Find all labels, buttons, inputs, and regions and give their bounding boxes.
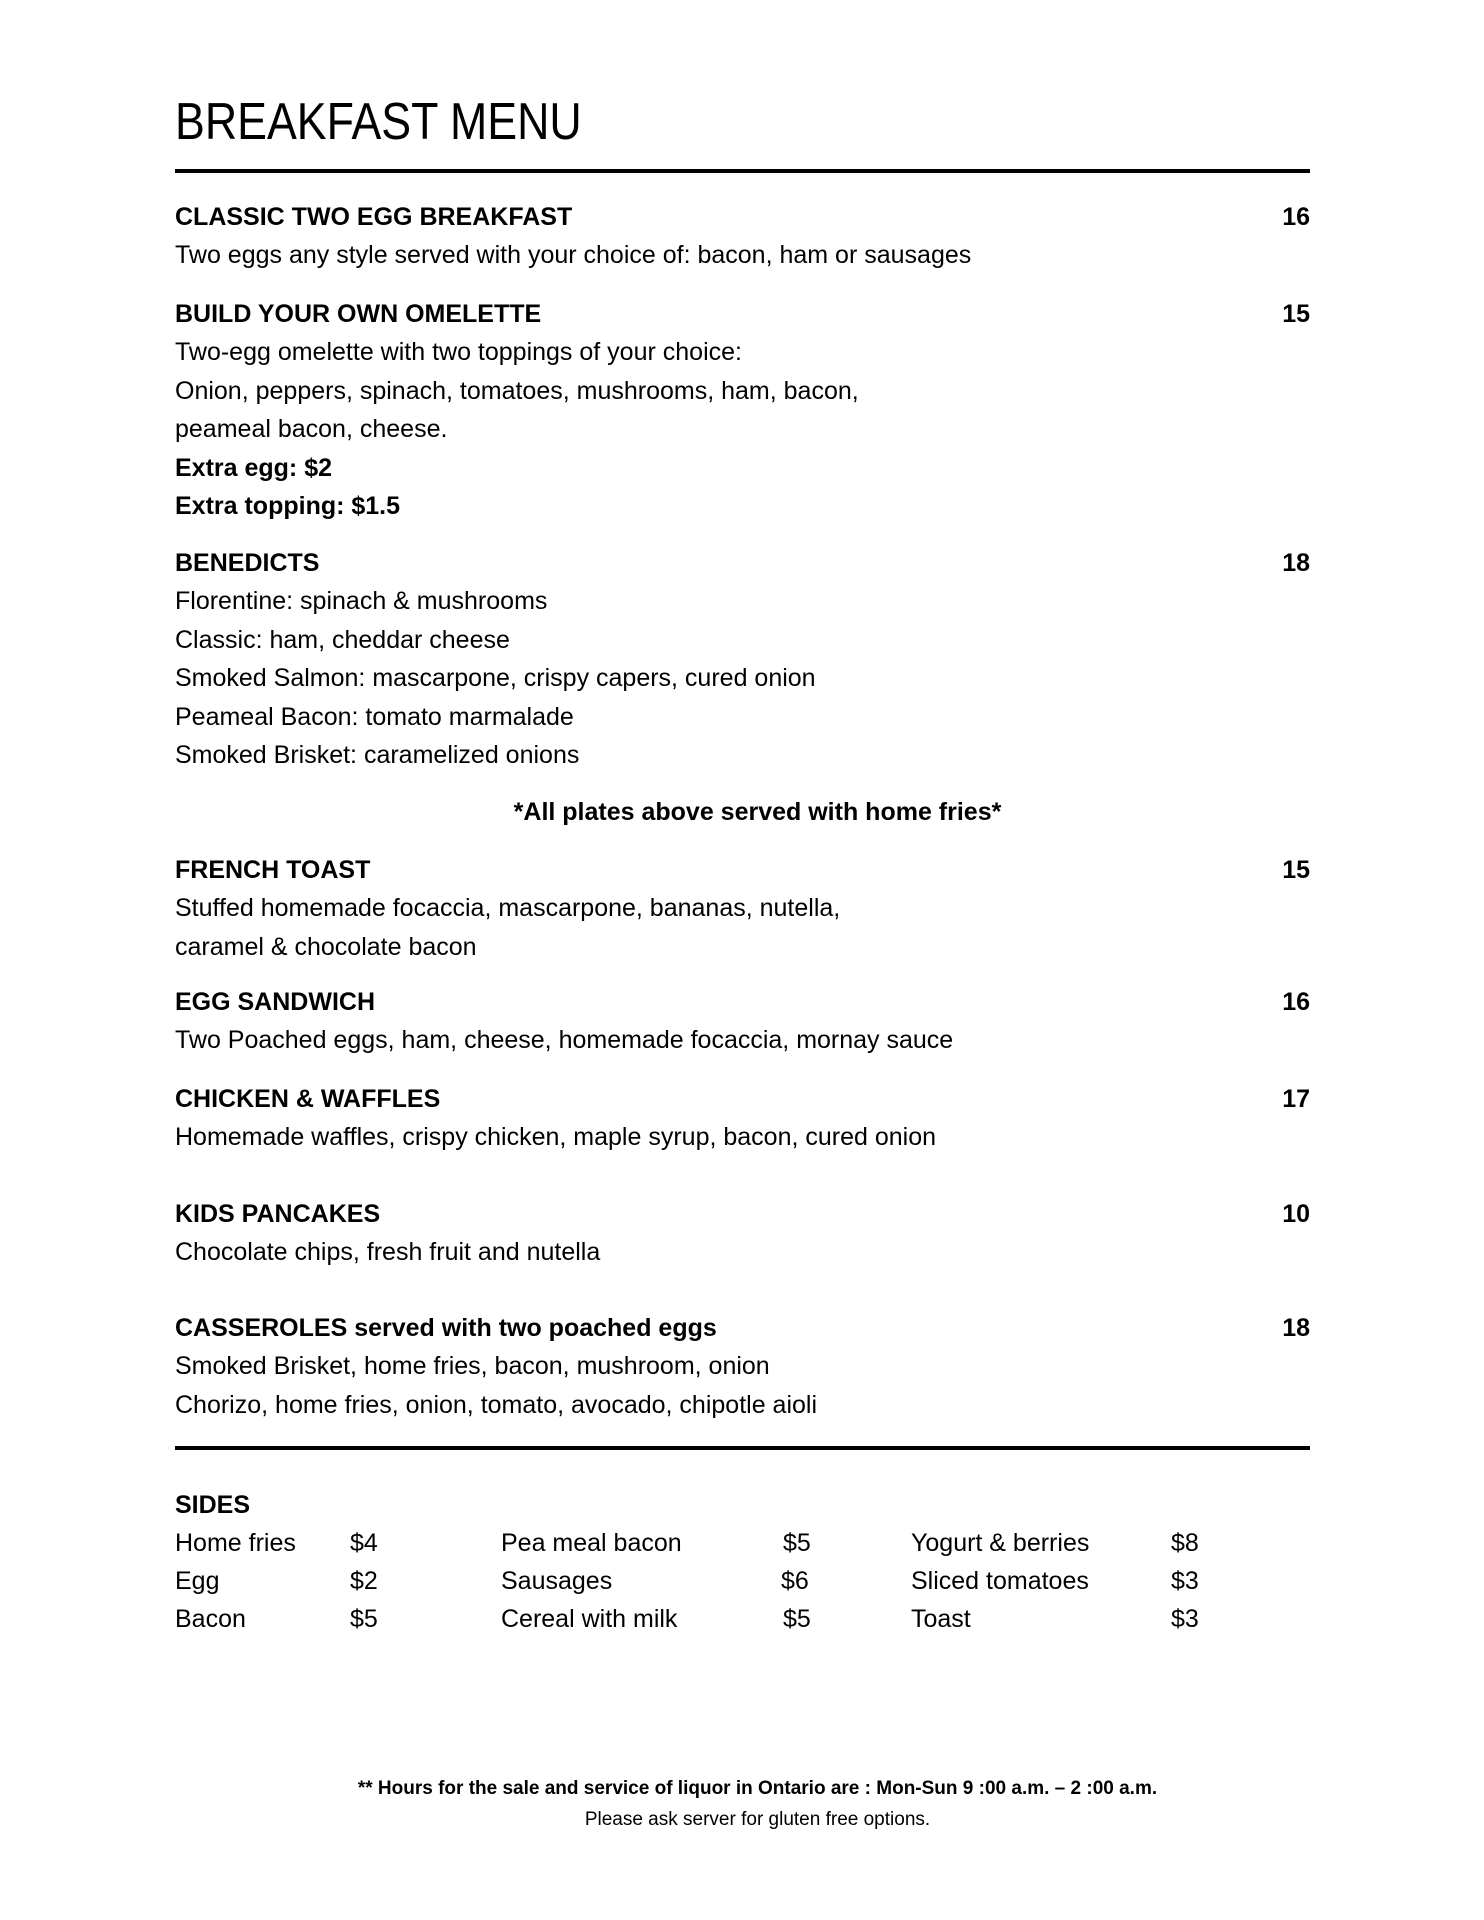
menu-item-casseroles xyxy=(175,1309,1310,1424)
item-description: Smoked Salmon: mascarpone, crispy capers, cured onion xyxy=(175,664,816,692)
menu-item-egg-sandwich xyxy=(175,983,1310,1060)
side-name: Pea meal bacon xyxy=(501,1529,682,1557)
home-fries-note: *All plates above served with home fries* xyxy=(513,798,1002,826)
menu-item-build-omelette xyxy=(175,295,1310,526)
item-name: BENEDICTS xyxy=(175,549,320,577)
item-price: 15 xyxy=(1282,300,1310,328)
side-name: Sausages xyxy=(501,1567,613,1595)
menu-item-classic-two-egg xyxy=(175,198,1310,275)
item-description: Two Poached eggs, ham, cheese, homemade focaccia, mornay sauce xyxy=(175,1026,954,1054)
item-name: CASSEROLES served with two poached eggs xyxy=(175,1314,717,1342)
menu-item-chicken-waffles xyxy=(175,1080,1310,1157)
side-price: $5 xyxy=(350,1605,378,1633)
sides-divider xyxy=(175,1446,1310,1450)
side-name: Sliced tomatoes xyxy=(911,1567,1089,1595)
item-description: Smoked Brisket, home fries, bacon, mushroom, onion xyxy=(175,1352,770,1380)
item-description: Stuffed homemade focaccia, mascarpone, bananas, nutella, xyxy=(175,894,841,922)
top-divider xyxy=(175,169,1310,173)
item-price: 10 xyxy=(1282,1200,1310,1228)
side-name: Cereal with milk xyxy=(501,1605,678,1633)
side-name: Bacon xyxy=(175,1605,246,1633)
page-title: BREAKFAST MENU xyxy=(175,93,582,151)
side-price: $6 xyxy=(781,1567,809,1595)
item-name: CLASSIC TWO EGG BREAKFAST xyxy=(175,203,573,231)
item-description: Chocolate chips, fresh fruit and nutella xyxy=(175,1238,601,1266)
item-description: Two eggs any style served with your choice of: bacon, ham or sausages xyxy=(175,241,972,269)
side-price: $2 xyxy=(350,1567,378,1595)
item-name: EGG SANDWICH xyxy=(175,988,375,1016)
liquor-hours-note: ** Hours for the sale and service of liquor in Ontario are : Mon-Sun 9 :00 a.m. – 2 :00 a.m. xyxy=(357,1778,1158,1799)
side-price: $3 xyxy=(1171,1567,1199,1595)
side-price: $3 xyxy=(1171,1605,1199,1633)
item-description: peameal bacon, cheese. xyxy=(175,415,448,443)
side-price: $4 xyxy=(350,1529,378,1557)
side-name: Yogurt & berries xyxy=(911,1529,1090,1557)
item-description: Two-egg omelette with two toppings of your choice: xyxy=(175,338,742,366)
menu-page xyxy=(175,0,1310,1920)
side-name: Toast xyxy=(911,1605,971,1633)
item-name: CHICKEN & WAFFLES xyxy=(175,1085,441,1113)
item-description: Onion, peppers, spinach, tomatoes, mushrooms, ham, bacon, xyxy=(175,376,859,405)
item-description: Homemade waffles, crispy chicken, maple syrup, bacon, cured onion xyxy=(175,1123,937,1151)
item-description: Chorizo, home fries, onion, tomato, avocado, chipotle aioli xyxy=(175,1390,818,1419)
item-description: Classic: ham, cheddar cheese xyxy=(175,625,510,654)
side-name: Home fries xyxy=(175,1529,296,1557)
item-name: BUILD YOUR OWN OMELETTE xyxy=(175,300,542,328)
menu-item-benedicts xyxy=(175,544,1310,775)
item-name: KIDS PANCAKES xyxy=(175,1200,381,1228)
menu-item-kids-pancakes xyxy=(175,1195,1310,1272)
item-extra: Extra egg: $2 xyxy=(175,453,333,482)
item-name: FRENCH TOAST xyxy=(175,856,371,884)
menu-item-french-toast xyxy=(175,851,1310,966)
side-price: $5 xyxy=(783,1605,811,1633)
item-description: Peameal Bacon: tomato marmalade xyxy=(175,702,574,731)
item-price: 15 xyxy=(1282,856,1310,884)
item-price: 18 xyxy=(1282,549,1310,577)
gluten-free-note: Please ask server for gluten free options. xyxy=(584,1809,931,1830)
item-extra: Extra topping: $1.5 xyxy=(175,492,401,520)
item-price: 17 xyxy=(1282,1085,1310,1113)
item-price: 16 xyxy=(1282,203,1310,231)
item-price: 16 xyxy=(1282,988,1310,1016)
item-description: Smoked Brisket: caramelized onions xyxy=(175,741,580,769)
sides-title: SIDES xyxy=(175,1491,251,1519)
item-description: Florentine: spinach & mushrooms xyxy=(175,587,548,615)
side-price: $8 xyxy=(1171,1529,1199,1557)
item-price: 18 xyxy=(1282,1314,1310,1342)
side-name: Egg xyxy=(175,1567,220,1595)
item-description: caramel & chocolate bacon xyxy=(175,932,477,961)
side-price: $5 xyxy=(783,1529,811,1557)
